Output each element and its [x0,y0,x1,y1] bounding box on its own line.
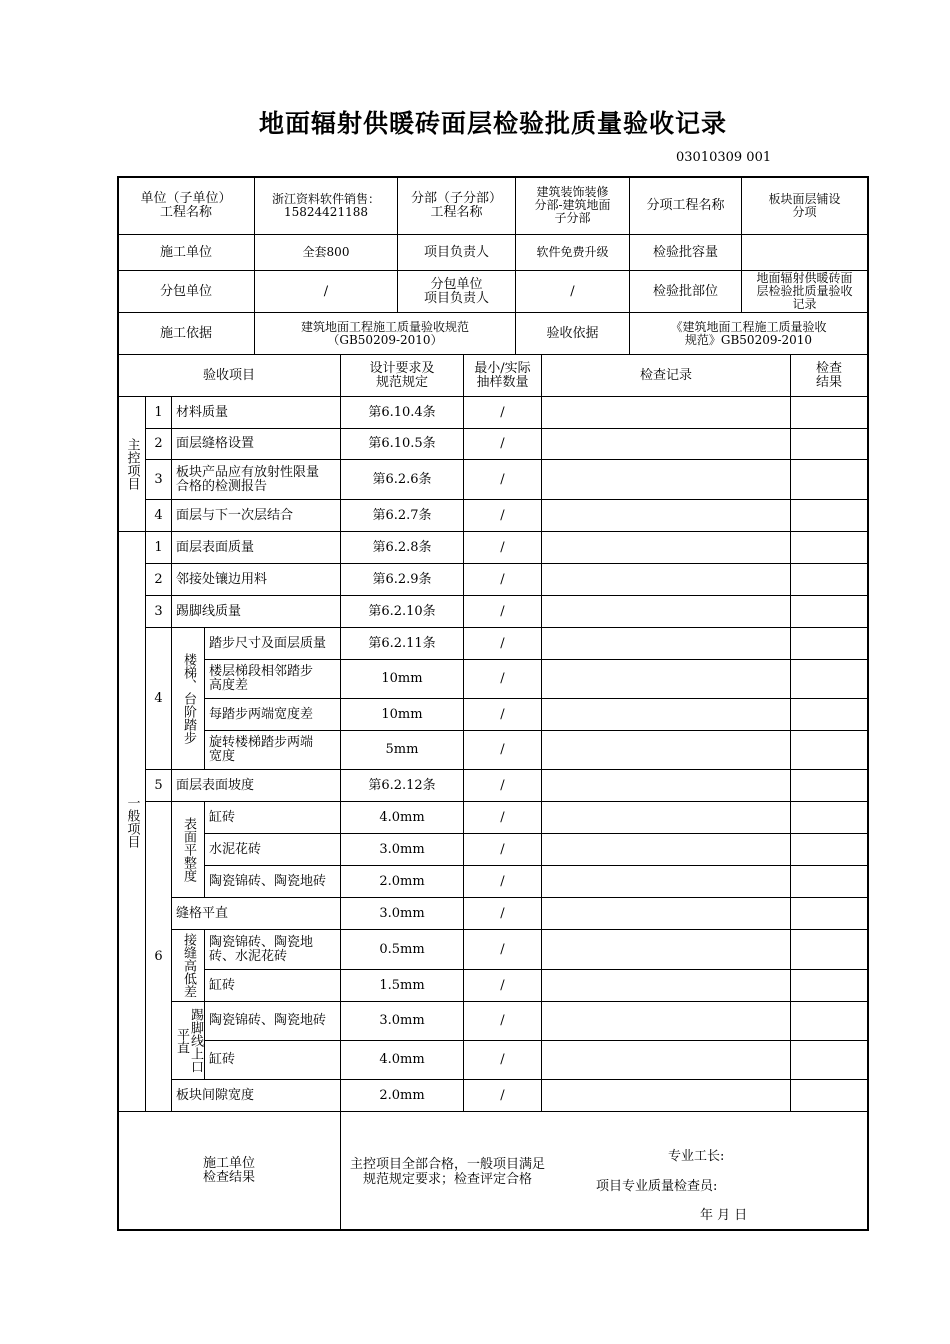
row-sample-text: / [500,905,505,921]
row-item [205,866,341,898]
basis-label-text: 施工依据 [159,325,212,341]
row-sample-text: / [500,603,505,619]
row-item-text: 缸砖 [209,977,236,993]
row-result [791,397,868,429]
basis-value [255,313,516,355]
sub-item-label-text: 分项工程名称 [646,197,725,213]
group-joint-height [172,930,205,1002]
pm-value [516,235,630,271]
row-number [146,500,172,532]
group-general [118,532,146,1112]
row-number-text: 3 [154,603,163,619]
row-spec [341,770,464,802]
row-sample-text: / [500,507,505,523]
row-number [146,397,172,429]
row-spec-text: 3.0mm [379,1013,425,1028]
unit-value-text: 浙江资料软件销售： 15824421188 [271,191,380,219]
row-item-text: 面层缝格设置 [176,436,255,451]
row-item [205,731,341,770]
row-sample [464,628,542,660]
row-result [791,866,868,898]
row-number [146,770,172,802]
location-value-text: 地面辐射供暖砖面 层检验批质量验收 记录 [756,271,853,311]
row-record [542,930,791,970]
row-number-text: 1 [154,539,163,555]
row-item-text: 踢脚线质量 [176,603,242,619]
row-spec-text: 5mm [385,742,419,757]
row-record [542,1080,791,1112]
table-top-border [117,177,869,178]
row-item [172,898,341,930]
row-record [542,731,791,770]
document-code: 03010309 001 [676,150,772,165]
row-sample-text: / [500,841,505,857]
row-spec-text: 3.0mm [379,841,425,857]
group-flatness [172,802,205,898]
row-sample-text: / [500,471,505,487]
row-result [791,898,868,930]
row-item-text: 邻接处镶边用料 [176,571,268,587]
row-item [172,564,341,596]
subcontractor-value [255,271,398,313]
row-result [791,564,868,596]
pm-value-text: 软件免费升级 [536,245,609,259]
column-record [542,355,791,397]
row-spec-text: 第6.10.5条 [368,436,436,451]
row-item [205,802,341,834]
row-item [172,770,341,802]
row-sample [464,660,542,699]
row-spec [341,397,464,429]
row-item [172,397,341,429]
capacity-value [742,235,868,271]
row-sample-text: / [500,671,505,686]
row-item [205,660,341,699]
row-spec [341,802,464,834]
row-record [542,628,791,660]
row-result [791,1080,868,1112]
footer-inspector-label: 项目专业质量检查员: [596,1179,718,1194]
row-sample-text: / [500,809,505,825]
row-item-text: 楼层梯段相邻踏步 高度差 [209,664,314,693]
group-stairs-text: 楼梯、台阶踏步 [181,653,196,744]
row-result [791,532,868,564]
group-joint-height-text: 接缝高低差 [181,933,196,998]
row-sample [464,1002,542,1041]
acceptance-value [630,313,868,355]
location-label [630,271,742,313]
row-spec [341,1002,464,1041]
row-record [542,397,791,429]
row-sample-text: / [500,873,505,889]
division-value [516,177,630,235]
row-sample [464,564,542,596]
row-number [146,802,172,1112]
row-sample [464,930,542,970]
group-general-text: 一般项目 [124,795,140,848]
row-spec [341,532,464,564]
row-item [205,1002,341,1041]
row-sample-text: / [500,1013,505,1028]
row-item-text: 水泥花砖 [209,841,262,857]
row-spec [341,460,464,500]
row-record [542,596,791,628]
row-item-text: 缸砖 [209,1052,236,1067]
row-spec-text: 第6.2.7条 [372,507,432,523]
row-item-text: 踏步尺寸及面层质量 [209,635,327,651]
row-spec [341,834,464,866]
row-record [542,1041,791,1080]
contractor-label-text: 施工单位 [159,244,212,260]
row-number [146,532,172,564]
footer-conclusion: 主控项目全部合格，一般项目满足 规范规定要求；检查评定合格 [350,1157,546,1187]
row-spec-text: 第6.2.8条 [372,539,432,555]
subcontractor-label [118,271,255,313]
row-sample [464,1041,542,1080]
row-spec [341,628,464,660]
row-record [542,1002,791,1041]
row-sample [464,596,542,628]
row-sample [464,397,542,429]
row-spec [341,660,464,699]
row-spec [341,866,464,898]
sub-pm-value-text: / [570,283,575,299]
row-spec-text: 第6.2.6条 [372,471,432,487]
column-spec-text: 设计要求及 规范规定 [369,360,435,390]
row-spec-text: 4.0mm [379,1052,425,1067]
row-number-text: 6 [154,948,163,964]
row-item-text: 材料质量 [176,404,229,420]
row-sample [464,1080,542,1112]
row-result [791,802,868,834]
row-record [542,834,791,866]
row-sample [464,802,542,834]
row-record [542,898,791,930]
row-sample-text: / [500,635,505,651]
row-record [542,429,791,460]
row-item-text: 面层表面坡度 [176,777,255,793]
row-spec [341,500,464,532]
row-item-text: 陶瓷锦砖、陶瓷地 砖、水泥花砖 [209,934,314,964]
row-result [791,500,868,532]
row-spec-text: 第6.2.11条 [368,635,436,651]
row-spec [341,564,464,596]
row-sample-text: / [500,404,505,420]
footer-label [118,1112,341,1230]
acceptance-label-text: 验收依据 [546,325,599,341]
row-spec [341,596,464,628]
row-result [791,731,868,770]
row-spec [341,930,464,970]
footer-foreman-label: 专业工长: [668,1149,725,1164]
row-sample-text: / [500,436,505,451]
table-left-border [118,177,119,1230]
basis-value-text: 建筑地面工程施工质量验收规范 （GB50209-2010） [300,319,469,347]
division-value-text: 建筑装饰装修 分部-建筑地面 子分部 [534,185,611,225]
row-number [146,628,172,770]
column-result-text: 检查 结果 [815,360,842,390]
row-record [542,460,791,500]
group-main-text: 主控项目 [124,438,140,490]
row-record [542,500,791,532]
contractor-label [118,235,255,271]
row-number [146,564,172,596]
row-spec-text: 2.0mm [379,1087,425,1103]
row-sample [464,699,542,731]
row-spec [341,970,464,1002]
row-record [542,660,791,699]
sub-pm-label-text: 分包单位 项目负责人 [423,276,489,306]
column-sample-text: 最小/实际 抽样数量 [474,360,531,390]
row-result [791,628,868,660]
row-item [172,532,341,564]
row-sample [464,500,542,532]
row-sample-text: / [500,571,505,587]
row-result [791,1041,868,1080]
row-sample [464,866,542,898]
column-sample [464,355,542,397]
row-result [791,1002,868,1041]
unit-label-text: 单位（子单位） 工程名称 [140,190,232,220]
row-item [205,1041,341,1080]
row-result [791,770,868,802]
row-spec-text: 第6.2.9条 [372,571,432,587]
row-item-text: 面层表面质量 [176,539,255,555]
row-number [146,429,172,460]
row-item-text: 缸砖 [209,809,236,825]
row-spec [341,699,464,731]
row-sample [464,898,542,930]
row-number-text: 2 [154,571,163,587]
row-sample [464,429,542,460]
column-record-text: 检查记录 [639,367,692,383]
column-item-text: 验收项目 [202,367,255,383]
column-item [118,355,341,397]
sub-pm-label [398,271,516,313]
row-result [791,930,868,970]
row-number-text: 2 [154,436,163,451]
row-number-text: 5 [154,777,163,793]
row-record [542,770,791,802]
row-item-text: 旋转楼梯踏步两端 宽度 [209,735,314,764]
row-item-text: 板块产品应有放射性限量 合格的检测报告 [176,464,320,494]
row-spec-text: 第6.10.4条 [368,404,436,420]
basis-label [118,313,255,355]
row-number-text: 3 [154,471,163,487]
row-sample-text: / [500,539,505,555]
pm-label [398,235,516,271]
row-result [791,429,868,460]
row-spec-text: 4.0mm [379,809,425,825]
group-main [118,397,146,532]
row-item [172,1080,341,1112]
row-record [542,970,791,1002]
row-spec-text: 0.5mm [379,941,425,957]
row-number-text: 4 [154,507,163,523]
row-spec [341,731,464,770]
group-flatness-text: 表面平整度 [181,817,196,882]
row-number [146,596,172,628]
row-item-text: 板块间隙宽度 [176,1087,255,1103]
capacity-label [630,235,742,271]
row-result [791,970,868,1002]
row-sample [464,834,542,866]
row-spec-text: 1.5mm [379,977,425,993]
row-sample [464,770,542,802]
document-title: 地面辐射供暖砖面层检验批质量验收记录 [258,109,727,138]
unit-label [118,177,255,235]
row-item [205,930,341,970]
row-item-text: 面层与下一次层结合 [176,507,294,523]
row-spec-text: 10mm [381,671,423,686]
row-record [542,866,791,898]
row-result [791,596,868,628]
row-item [205,699,341,731]
row-item-text: 缝格平直 [176,905,229,921]
row-spec-text: 10mm [381,706,423,722]
row-item [172,460,341,500]
subcontractor-label-text: 分包单位 [159,283,212,299]
footer-label-text: 施工单位 检查结果 [202,1155,255,1185]
column-result [791,355,868,397]
sub-pm-value [516,271,630,313]
group-skirting-text: 踢脚线上口平直 [174,1008,203,1073]
capacity-label-text: 检验批容量 [652,244,718,260]
subcontractor-value-text: / [323,283,329,299]
sub-item-value-text: 板块面层铺设 分项 [768,191,841,219]
row-sample-text: / [500,706,505,722]
contractor-value-text: 全套800 [302,245,350,259]
row-spec-text: 3.0mm [379,905,425,921]
footer-date: 年 月 日 [700,1208,748,1223]
row-result [791,834,868,866]
row-item [205,834,341,866]
sub-item-value [742,177,868,235]
group-skirting [172,1002,205,1080]
row-spec-text: 第6.2.12条 [368,777,436,793]
row-spec-text: 第6.2.10条 [368,603,436,619]
row-sample-text: / [500,777,505,793]
row-result [791,660,868,699]
row-spec [341,429,464,460]
row-spec [341,898,464,930]
unit-value [255,177,398,235]
pm-label-text: 项目负责人 [423,244,489,260]
row-item [172,596,341,628]
row-item [205,970,341,1002]
row-result [791,460,868,500]
row-sample-text: / [500,941,505,957]
row-sample-text: / [500,742,505,757]
column-spec [341,355,464,397]
row-item-text: 陶瓷锦砖、陶瓷地砖 [209,873,327,889]
row-item-text: 陶瓷锦砖、陶瓷地砖 [209,1013,327,1028]
row-item [205,628,341,660]
location-value [742,271,868,313]
row-sample [464,460,542,500]
division-label-text: 分部（子分部） 工程名称 [410,190,502,220]
group-stairs [172,628,205,770]
row-record [542,802,791,834]
location-label-text: 检验批部位 [652,283,718,299]
row-record [542,532,791,564]
row-number-text: 4 [154,690,163,706]
row-record [542,564,791,596]
row-sample-text: / [500,1052,505,1067]
acceptance-label [516,313,630,355]
row-number [146,460,172,500]
row-result [791,699,868,731]
row-sample-text: / [500,1087,505,1103]
row-sample [464,532,542,564]
row-sample-text: / [500,977,505,993]
row-sample [464,970,542,1002]
row-spec [341,1041,464,1080]
row-spec-text: 2.0mm [379,873,425,889]
row-item-text: 每踏步两端宽度差 [209,706,314,722]
contractor-value [255,235,398,271]
division-label [398,177,516,235]
row-record [542,699,791,731]
sub-item-label [630,177,742,235]
row-number-text: 1 [154,404,163,420]
row-spec [341,1080,464,1112]
row-item [172,500,341,532]
row-sample [464,731,542,770]
row-item [172,429,341,460]
acceptance-value-text: 《建筑地面工程施工质量验收 规范》GB50209-2010 [670,319,827,347]
